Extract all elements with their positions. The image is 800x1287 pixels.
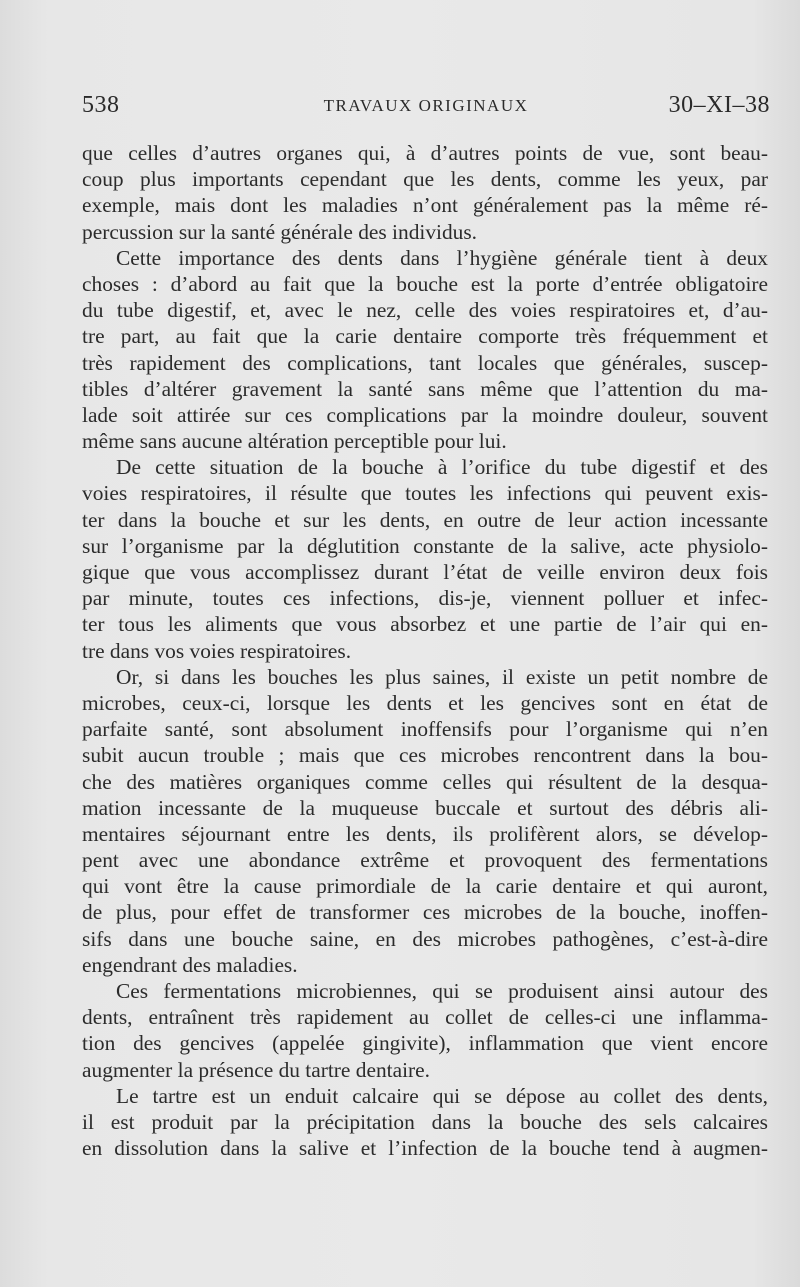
text-line: Or, si dans les bouches les plus saines, il existe un petit nombre de <box>116 664 768 689</box>
text-line: che des matières organiques comme celles qui résultent de la desqua- <box>82 769 768 794</box>
text-line: tre dans vos voies respiratoires. <box>82 638 352 663</box>
text-line: choses : d’abord au fait que la bouche est la porte d’entrée obligatoire <box>82 271 768 296</box>
text-line: pent avec une abondance extrême et provoquent des fermentations <box>82 848 768 873</box>
text-line: ter dans la bouche et sur les dents, en outre de leur action incessante <box>82 507 768 532</box>
text-line: qui vont être la cause primordiale de la carie dentaire et qui auront, <box>82 874 768 899</box>
text-line: Ces fermentations microbiennes, qui se produisent ainsi autour des <box>116 979 768 1003</box>
text-line: il est produit par la précipitation dans la bouche des sels calcaires <box>82 1109 768 1134</box>
issue-date: 30–XI–38 <box>668 92 770 118</box>
text-line: parfaite santé, sont absolument inoffensifs pour l’organisme qui n’en <box>82 717 768 742</box>
text-line: voies respiratoires, il résulte que toutes les infections qui peuvent exis- <box>82 481 768 506</box>
paragraph <box>82 140 768 245</box>
paragraph <box>82 454 768 664</box>
running-header <box>82 92 770 122</box>
paragraph <box>82 978 768 1083</box>
text-line: engendrant des maladies. <box>82 952 298 977</box>
text-line: ter tous les aliments que vous absorbez et une partie de l’air qui en- <box>82 612 768 637</box>
text-line: même sans aucune altération perceptible pour lui. <box>82 429 507 454</box>
text-line: mentaires séjournant entre les dents, ils prolifèrent alors, se dévelop- <box>82 821 768 846</box>
text-line: par minute, toutes ces infections, dis-je, viennent polluer et infec- <box>82 586 768 611</box>
text-line: coup plus importants cependant que les dents, comme les yeux, par <box>82 167 768 192</box>
paragraph <box>82 1083 768 1162</box>
text-line: De cette situation de la bouche à l’orifice du tube digestif et des <box>116 455 768 480</box>
text-line: mation incessante de la muqueuse buccale et surtout des débris ali- <box>82 795 768 820</box>
text-line: microbes, ceux-ci, lorsque les dents et les gencives sont en état de <box>82 690 768 715</box>
text-line: Cette importance des dents dans l’hygiène générale tient à deux <box>116 245 768 270</box>
text-line: tre part, au fait que la carie dentaire comporte très fréquemment et <box>82 324 768 349</box>
text-line: tibles d’altérer gravement la santé sans même que l’attention du ma- <box>82 376 768 401</box>
text-line: augmenter la présence du tartre dentaire. <box>82 1057 431 1082</box>
text-line: exemple, mais dont les maladies n’ont généralement pas la même ré- <box>82 193 768 218</box>
running-title: TRAVAUX ORIGINAUX <box>323 96 529 115</box>
text-line: sifs dans une bouche saine, en des microbes pathogènes, c’est-à-dire <box>82 926 768 951</box>
paragraph <box>82 664 768 978</box>
text-line: Le tartre est un enduit calcaire qui se dépose au collet des dents, <box>116 1083 768 1108</box>
text-line: très rapidement des complications, tant locales que générales, suscep- <box>82 350 768 375</box>
text-line: de plus, pour effet de transformer ces microbes de la bouche, inoffen- <box>82 900 768 925</box>
text-line: du tube digestif, et, avec le nez, celle des voies respiratoires et, d’au- <box>82 298 768 323</box>
text-line: percussion sur la santé générale des individus. <box>82 219 478 244</box>
body-text <box>82 140 768 1161</box>
text-line: gique que vous accomplissez durant l’état de veille environ deux fois <box>82 560 768 584</box>
text-line: lade soit attirée sur ces complications par la moindre douleur, souvent <box>82 402 768 427</box>
text-line: dents, entraînent très rapidement au collet de celles-ci une inflamma- <box>82 1005 768 1030</box>
page-number: 538 <box>82 92 120 118</box>
text-line: sur l’organisme par la déglutition constante de la salive, acte physiolo- <box>82 533 768 558</box>
text-line: que celles d’autres organes qui, à d’autres points de vue, sont beau- <box>82 141 768 165</box>
text-line: en dissolution dans la salive et l’infection de la bouche tend à augmen- <box>82 1136 768 1161</box>
paragraph <box>82 245 768 455</box>
text-line: subit aucun trouble ; mais que ces microbes rencontrent dans la bou- <box>82 743 768 768</box>
text-line: tion des gencives (appelée gingivite), inflammation que vient encore <box>82 1031 768 1056</box>
